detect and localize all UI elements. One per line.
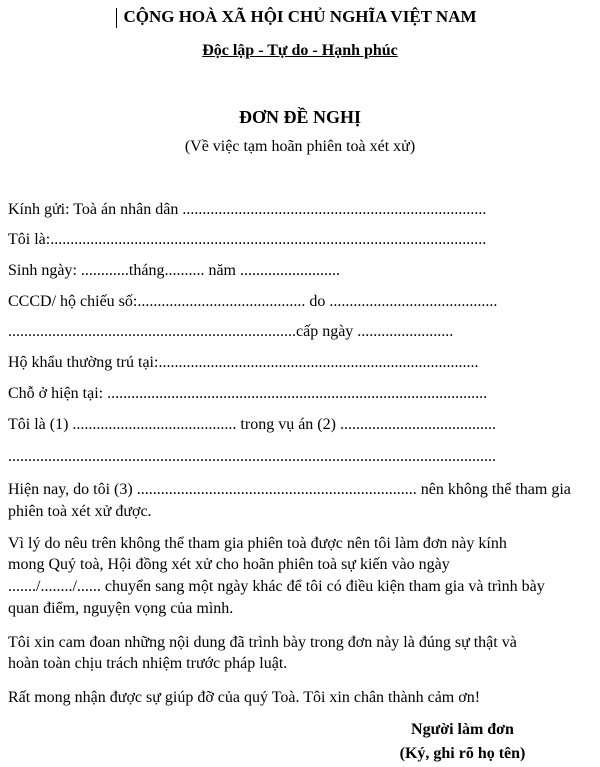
recipient-line: Kính gửi: Toà án nhân dân ............................................................................ [8,201,487,218]
name-line: Tôi là:............................................................................................................. [8,231,487,248]
national-motto: Độc lập - Tự do - Hạnh phúc [202,42,398,59]
signature-role: Người làm đơn [411,721,514,738]
document-subtitle: (Về việc tạm hoãn phiên toà xét xử) [184,138,416,155]
birth-date-line: Sinh ngày: ............tháng.......... năm ......................... [8,262,340,279]
document-title: ĐƠN ĐỀ NGHỊ [238,107,361,127]
commitment-line-1: Tôi xin cam đoan những nội dung đã trình bày trong đơn này là đúng sự thật và [8,634,517,651]
reason-line-continued: phiên toà xét xử được. [8,503,152,520]
reason-line: Hiện nay, do tôi (3) ...................................................................... nên không thể tham gia [8,481,571,498]
current-address-line: Chỗ ở hiện tại: ............................................................................................... [8,385,488,402]
residence-line: Hộ khẩu thường trú tại:................................................................................ [8,354,479,371]
request-paragraph-line-1: Vì lý do nêu trên không thể tham gia phiên toà được nên tôi làm đơn này kính [8,535,507,552]
national-title: CỘNG HOÀ XÃ HỘI CHỦ NGHĨA VIỆT NAM [123,7,477,26]
role-in-case-line: Tôi là (1) ......................................... trong vụ án (2) ....................................... [8,416,496,433]
signature-note: (Ký, ghi rõ họ tên) [399,745,526,762]
closing-line: Rất mong nhận được sự giúp đỡ của quý Toà. Tôi xin chân thành cảm ơn! [8,689,481,706]
request-paragraph-line-4: quan điểm, nguyện vọng của mình. [8,600,234,617]
request-paragraph-line-2: mong Quý toà, Hội đồng xét xử cho hoãn phiên toà sự kiến vào ngày [8,556,450,573]
issue-date-line: ........................................................................cấp ngày ........................ [8,323,454,340]
commitment-line-2: hoàn toàn chịu trách nhiệm trước pháp luật. [8,655,288,672]
id-number-line: CCCD/ hộ chiếu số:.......................................... do .......................................... [8,293,498,310]
request-paragraph-line-3: ......./......../...... chuyển sang một ngày khác để tôi có điều kiện tham gia và trình bày [8,578,545,595]
dotted-line: .......................................................................................................................... [8,448,496,465]
